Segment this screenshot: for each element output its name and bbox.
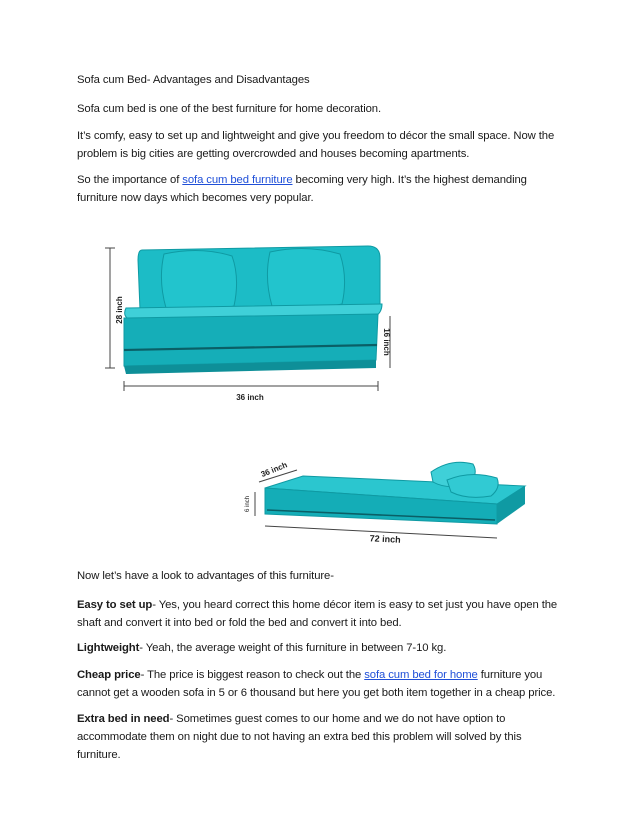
bed-pillow-front (447, 474, 498, 497)
advantage-extra-bed (77, 710, 567, 764)
advantage-cheap-price (77, 666, 567, 702)
advantage-cheap-price-text-after: furniture you cannot get a wooden sofa in 5 or 6 thousand but here you get both item together in a cheap price. (77, 669, 556, 699)
advantages-intro: Now let’s have a look to advantages of this furniture- (77, 570, 334, 582)
advantage-extra-bed-heading: Extra bed in need (77, 713, 170, 725)
sofa-left-pillow (161, 250, 236, 310)
sofa-figure (100, 238, 400, 408)
bed-length-label: 72 inch (369, 533, 401, 545)
importance-paragraph (77, 171, 567, 207)
advantage-lightweight-text: - Yeah, the average weight of this furniture in between 7-10 kg. (139, 642, 447, 654)
advantage-easy-setup-text: - Yes, you heard correct this home décor item is easy to set just you have open the shaft and convert it into bed or fold the bed and convert it into bed. (77, 599, 558, 629)
bed-depth-label: 36 inch (259, 460, 289, 480)
importance-text-before: So the importance of (77, 174, 183, 186)
importance-text-after: becoming very high. It’s the highest demanding furniture now days which becomes very popular. (77, 174, 527, 204)
bed-thick-label: 6 inch (245, 495, 251, 513)
advantage-extra-bed-text: - Sometimes guest comes to our home and we do not have option to accommodate them on night due to not having an extra bed this problem will solved by this furniture. (77, 713, 522, 761)
sofa-seat-label: 16 inch (382, 328, 391, 356)
advantage-lightweight-heading: Lightweight (77, 642, 140, 654)
advantage-lightweight (77, 639, 567, 657)
doc-title: Sofa cum Bed- Advantages and Disadvantages (77, 74, 310, 86)
sofa-cum-bed-for-home-link[interactable]: sofa cum bed for home (364, 669, 478, 681)
comfort-paragraph: It’s comfy, easy to set up and lightweight and give you freedom to décor the small space. Now the problem is big cities are getting overcrowded and houses becoming apartments. (77, 130, 555, 160)
advantage-cheap-price-text-before: - The price is biggest reason to check out the (140, 669, 365, 681)
sofa-seat-front (124, 314, 378, 366)
intro-paragraph: Sofa cum bed is one of the best furniture for home decoration. (77, 103, 382, 115)
sofa-height-label: 28 inch (115, 296, 124, 324)
advantage-cheap-price-heading: Cheap price (77, 669, 141, 681)
sofa-right-pillow (267, 248, 344, 308)
bed-figure (235, 452, 535, 552)
advantage-easy-setup-heading: Easy to set up (77, 599, 153, 611)
advantage-easy-setup (77, 596, 567, 632)
sofa-cum-bed-furniture-link[interactable]: sofa cum bed furniture (182, 174, 293, 186)
sofa-width-label: 36 inch (236, 393, 264, 402)
